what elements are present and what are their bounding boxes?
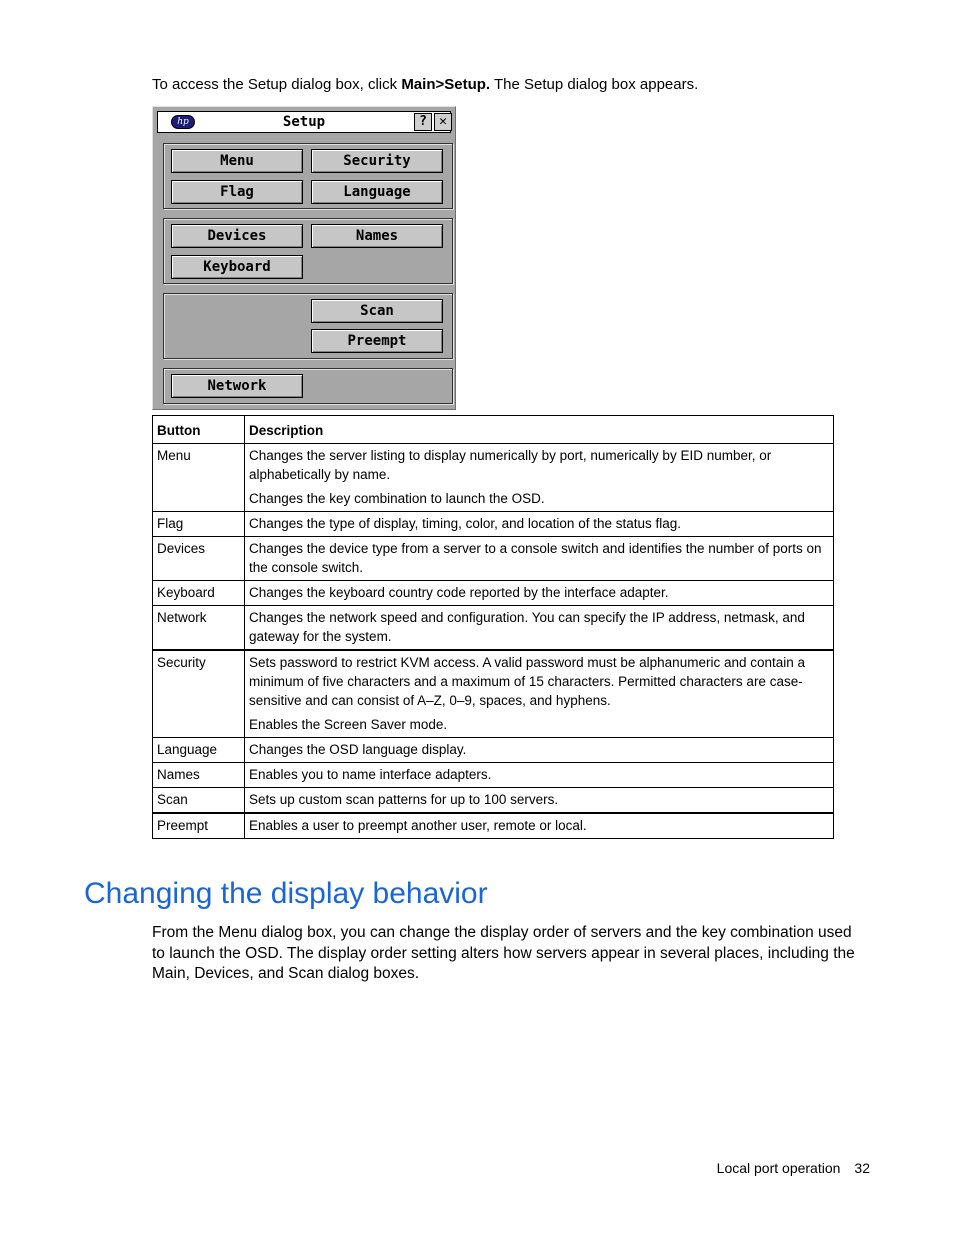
row-button-name: Keyboard — [153, 581, 245, 606]
row-description — [245, 650, 834, 738]
button-group-display — [163, 143, 453, 209]
table-row — [153, 537, 834, 581]
section-body: From the Menu dialog box, you can change the display order of servers and the key combination used to launch the OSD. The display order setting alters how servers appear in several places, including the Main, Devices, and Scan dialog boxes. — [152, 924, 855, 982]
intro-menu-path: Main>Setup. — [401, 76, 491, 93]
row-button-name: Security — [153, 650, 245, 738]
menu-button[interactable]: Menu — [171, 149, 303, 173]
devices-button[interactable]: Devices — [171, 224, 303, 248]
intro-paragraph — [152, 75, 872, 95]
table-row — [153, 581, 834, 606]
section-heading: Changing the display behavior — [84, 877, 488, 910]
row-description — [245, 581, 834, 606]
table-row — [153, 738, 834, 763]
table-row — [153, 606, 834, 651]
hp-logo-icon: hp — [171, 115, 195, 129]
intro-prefix: To access the Setup dialog box, click — [152, 76, 402, 93]
row-description — [245, 788, 834, 814]
column-header-description: Description — [245, 416, 834, 444]
description-text: Enables the Screen Saver mode. — [249, 717, 448, 732]
security-button[interactable]: Security — [311, 149, 443, 173]
description-text: Changes the keyboard country code reported by the interface adapter. — [249, 585, 669, 600]
row-description — [245, 813, 834, 839]
table-row — [153, 763, 834, 788]
column-header-button: Button — [153, 416, 245, 444]
description-text: Changes the device type from a server to a console switch and identifies the number of ports on the console switch. — [249, 541, 822, 575]
description-text: Enables a user to preempt another user, remote or local. — [249, 818, 587, 833]
row-button-name: Preempt — [153, 813, 245, 839]
help-button[interactable]: ? — [414, 113, 432, 131]
description-text: Sets password to restrict KVM access. A valid password must be alphanumeric and contain a minimum of five characters and a maximum of 15 characters. Permitted characters are case-sensitive and can consist of A–Z, 0–9, spaces, and hyphens. — [249, 655, 806, 708]
network-button[interactable]: Network — [171, 374, 303, 398]
button-group-scan — [163, 293, 453, 359]
table-row — [153, 650, 834, 738]
description-text: Changes the type of display, timing, color, and location of the status flag. — [249, 516, 682, 531]
dialog-title: Setup — [282, 114, 326, 130]
row-button-name: Language — [153, 738, 245, 763]
button-group-network — [163, 368, 453, 404]
row-description — [245, 738, 834, 763]
description-text: Enables you to name interface adapters. — [249, 767, 492, 782]
row-button-name: Flag — [153, 512, 245, 537]
footer-section-label: Local port operation — [716, 1160, 841, 1176]
row-button-name: Menu — [153, 444, 245, 512]
table-row — [153, 813, 834, 839]
row-button-name: Network — [153, 606, 245, 651]
button-description-table — [152, 415, 834, 839]
row-description — [245, 763, 834, 788]
description-text: Changes the server listing to display numerically by port, numerically by EID number, or alphabetically by name. — [249, 448, 772, 482]
keyboard-button[interactable]: Keyboard — [171, 255, 303, 279]
dialog-title-bar — [157, 111, 451, 133]
page-number: 32 — [854, 1160, 870, 1176]
row-description — [245, 537, 834, 581]
preempt-button[interactable]: Preempt — [311, 329, 443, 353]
row-description — [245, 606, 834, 651]
close-button[interactable]: ✕ — [434, 113, 452, 131]
page-footer — [600, 1158, 870, 1178]
scan-button[interactable]: Scan — [311, 299, 443, 323]
names-button[interactable]: Names — [311, 224, 443, 248]
button-group-devices — [163, 218, 453, 284]
setup-dialog — [152, 106, 456, 410]
intro-suffix: The Setup dialog box appears. — [490, 76, 699, 93]
row-button-name: Scan — [153, 788, 245, 814]
table-row — [153, 444, 834, 512]
row-button-name: Names — [153, 763, 245, 788]
table-row — [153, 512, 834, 537]
description-text: Changes the OSD language display. — [249, 742, 467, 757]
table-row — [153, 788, 834, 814]
description-text: Sets up custom scan patterns for up to 100 servers. — [249, 792, 559, 807]
table-header-row — [153, 416, 834, 444]
row-description — [245, 444, 834, 512]
row-button-name: Devices — [153, 537, 245, 581]
language-button[interactable]: Language — [311, 180, 443, 204]
description-text: Changes the network speed and configuration. You can specify the IP address, netmask, and gateway for the system. — [249, 610, 805, 644]
flag-button[interactable]: Flag — [171, 180, 303, 204]
row-description — [245, 512, 834, 537]
description-text: Changes the key combination to launch the OSD. — [249, 491, 545, 506]
